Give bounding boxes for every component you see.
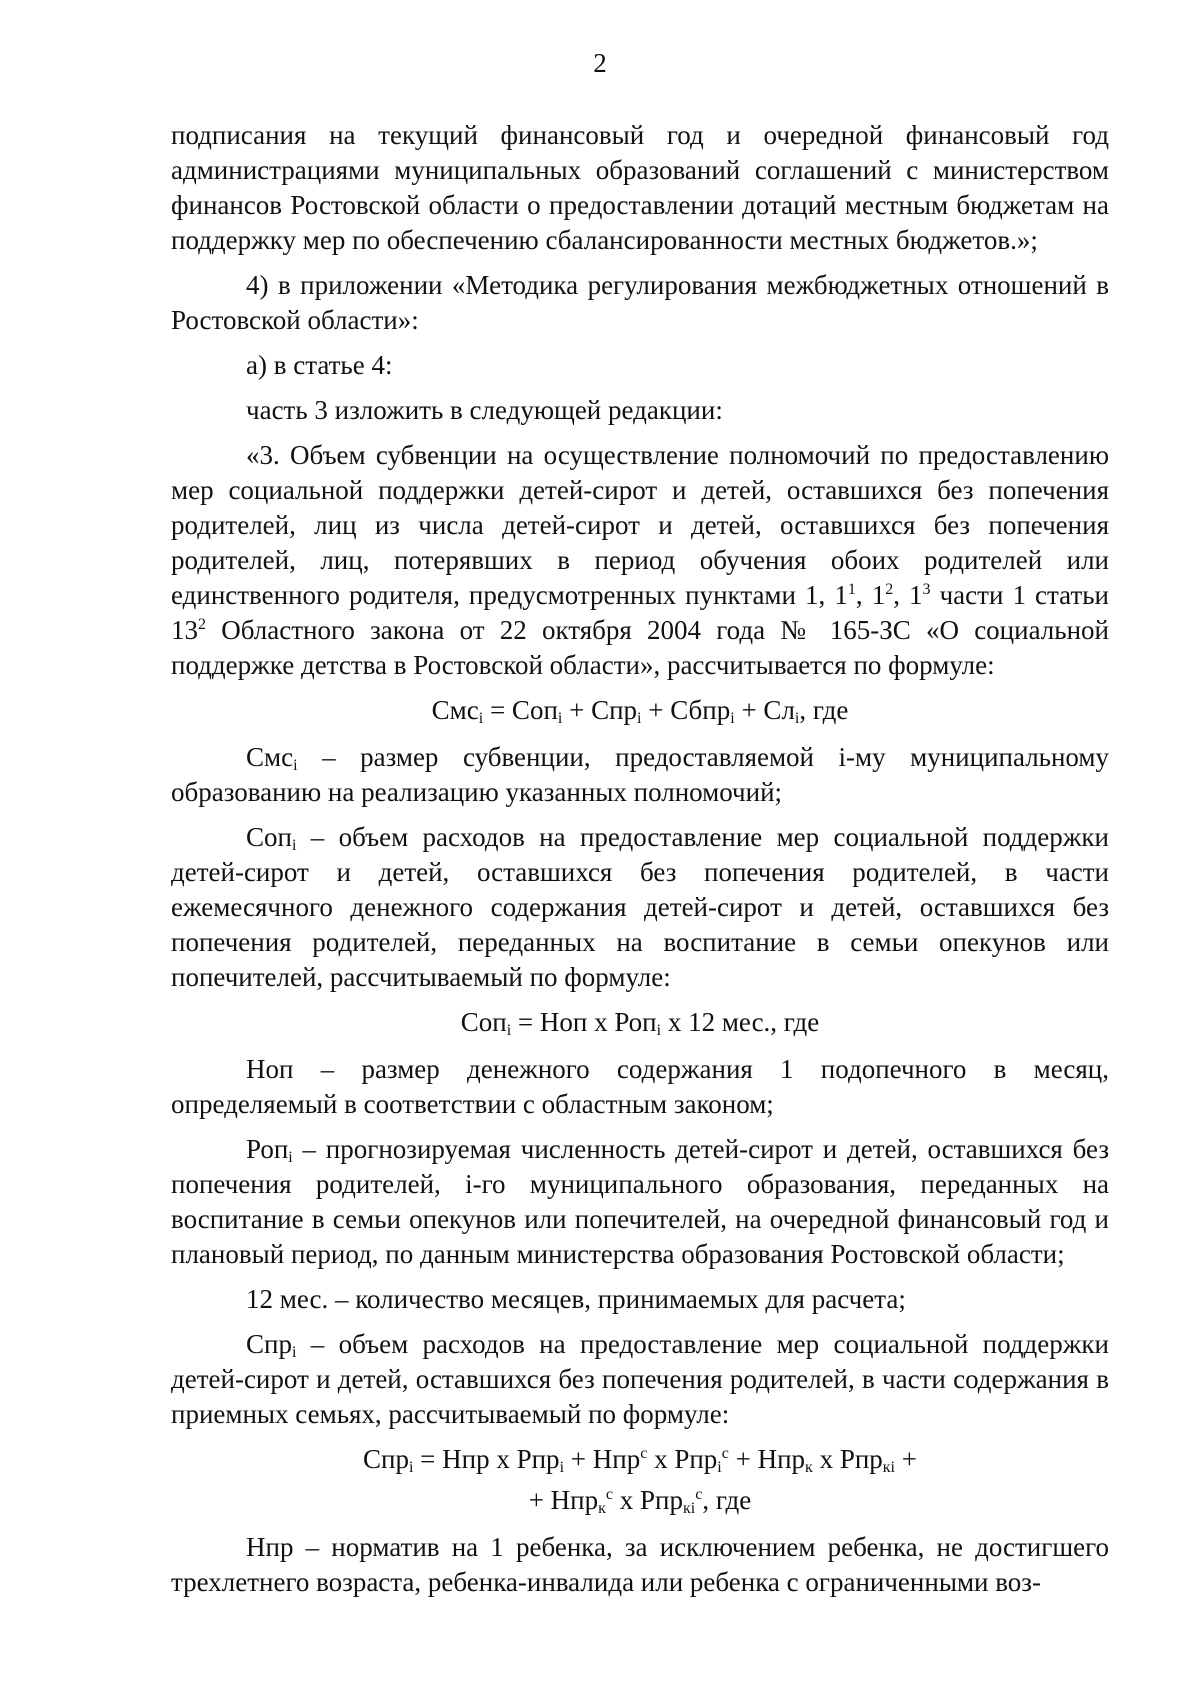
formula-smc: Смс$_i$ = Соп$_i$ + Спр$_i$ + Сбпр$_i$ + $Сл_i$, где	[431, 695, 849, 727]
definition-spr: Спр$_i$ – объем расходов на предоставление мер социальной поддержки детей-сирот и детей, оставшихся без попечения родителей, в части содержания в приемных семьях, рассчитываемый по формуле:	[171, 1329, 1109, 1429]
definition-smc: Смс$_i$ – размер субвенции, предоставляемой i-му муниципальному образованию на реализацию указанных полномочий;	[171, 742, 1109, 807]
paragraph-part-3-intro: часть 3 изложить в следующей редакции:	[246, 395, 723, 425]
document-body	[171, 118, 1109, 1610]
definition-sop: Соп$_i$ – объем расходов на предоставление мер социальной поддержки детей-сирот и детей, оставшихся без попечения родителей, в части ежемесячного денежного содержания детей-сирот и детей, оставшихся без попечения родителей, переданных на воспитание в семьи опекунов или попечителей, рассчитываемый по формуле:	[171, 822, 1109, 992]
page-number: 2	[593, 48, 607, 78]
paragraph-subitem-a: а) в статье 4:	[246, 350, 393, 380]
paragraph-item-4: 4) в приложении «Методика регулирования межбюджетных отношений в Ростовской области»:	[171, 270, 1109, 335]
formula-spr-line-2: + Нпр$_к^с$ х Рпр$_{кi}^с$, где	[528, 1485, 752, 1517]
definition-npr: Нпр – норматив на 1 ребенка, за исключением ребенка, не достигшего трехлетнего возраста, ребенка-инвалида или ребенка с ограниченными воз-	[171, 1532, 1109, 1597]
definition-nop: Ноп – размер денежного содержания 1 подопечного в месяц, определяемый в соответствии с областным законом;	[171, 1054, 1109, 1119]
formula-spr-line-1: Спр$_i$ = Нпр х Рпр$_i$ + Нпр$^с$ х Рпр$_i^с$ + Нпр$_к$ х Рпр$_{кi}$ +	[363, 1444, 917, 1476]
formula-sop: Соп$_i$ = Ноп х Роп$_i$ х 12 мес., где	[460, 1007, 820, 1039]
definition-12-months: 12 мес. – количество месяцев, принимаемых для расчета;	[246, 1284, 906, 1314]
paragraph-part-3-text: «3. Объем субвенции на осуществление полномочий по предоставлению мер социальной поддержки детей-сирот и детей, оставшихся без попечения родителей, лиц из числа детей-сирот и детей, оставшихся без попечения родителей, лиц, потерявших в период обучения обоих родителей или единственного родителя, предусмотренных пунктами 1, $1^1$, $1^2$, $1^3$ части 1 статьи $13^2$ Областного закона от 22 октября 2004 года № 165-ЗС «О социальной поддержке детства в Ростовской области», рассчитывается по формуле:	[171, 440, 1110, 680]
definition-rop: Роп$_i$ – прогнозируемая численность детей-сирот и детей, оставшихся без попечения родителей, i-го муниципального образования, переданных на воспитание в семьи опекунов или попечителей, на очередной финансовый год и плановый период, по данным министерства образования Ростовской области;	[171, 1134, 1109, 1269]
paragraph-continuation: подписания на текущий финансовый год и очередной финансовый год администрациями муниципальных образований соглашений с министерством финансов Ростовской области о предоставлении дотаций местным бюджетам на поддержку мер по обеспечению сбалансированности местных бюджетов.»;	[171, 120, 1109, 255]
